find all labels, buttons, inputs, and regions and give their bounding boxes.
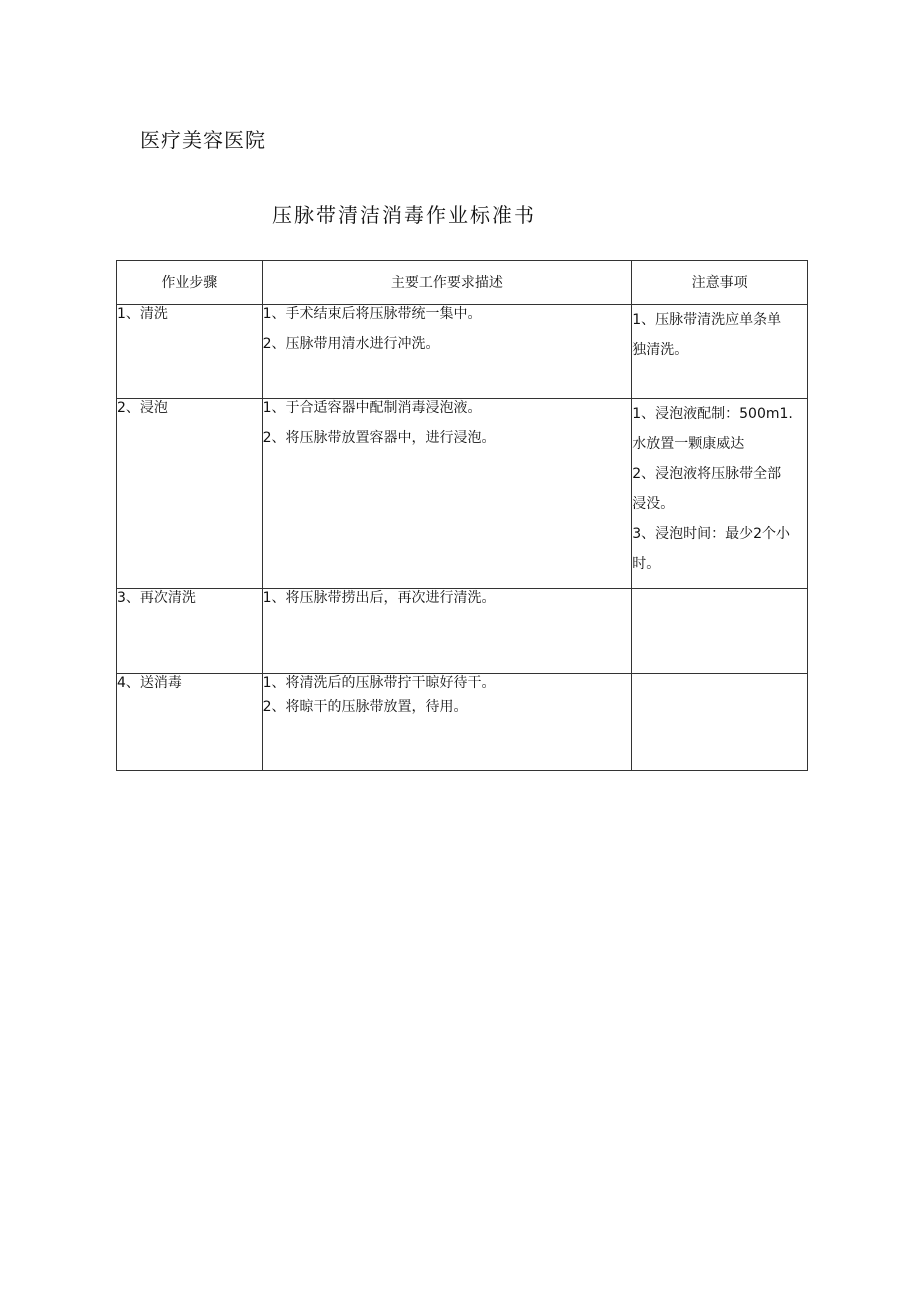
note-line: 3、浸泡时间：最少2个小	[632, 526, 791, 542]
column-header-notes: 注意事项	[632, 261, 808, 305]
note-line: 2、浸泡液将压脉带全部	[632, 466, 782, 482]
description-line: 1、于合适容器中配制消毒浸泡液。	[262, 400, 482, 416]
table-row	[117, 589, 808, 674]
step-cell	[117, 674, 263, 771]
note-line: 1、压脉带清洗应单条单	[632, 312, 782, 328]
description-line: 2、将压脉带放置容器中，进行浸泡。	[262, 430, 496, 446]
table-header-row	[117, 261, 808, 305]
step-cell	[117, 589, 263, 674]
description-cell	[262, 399, 632, 589]
description-line: 1、将压脉带捞出后，再次进行清洗。	[262, 590, 496, 606]
notes-cell	[632, 674, 808, 771]
column-header-description: 主要工作要求描述	[262, 261, 632, 305]
step-label: 4、送消毒	[117, 675, 182, 691]
procedure-table	[116, 260, 808, 771]
note-line: 时。	[632, 556, 661, 572]
notes-cell	[632, 399, 808, 589]
description-cell	[262, 674, 632, 771]
notes-cell	[632, 589, 808, 674]
step-cell	[117, 305, 263, 399]
table-row	[117, 399, 808, 589]
step-label: 3、再次清洗	[117, 590, 196, 606]
note-line: 独清洗。	[632, 342, 689, 358]
organization-name: 医疗美容医院	[140, 128, 266, 152]
step-label: 2、浸泡	[117, 400, 168, 416]
notes-cell	[632, 305, 808, 399]
description-line: 1、手术结束后将压脉带统一集中。	[262, 306, 482, 322]
note-line: 1、浸泡液配制：500m1.	[632, 406, 793, 422]
step-label: 1、清洗	[117, 306, 168, 322]
column-header-step: 作业步骤	[117, 261, 263, 305]
table-row	[117, 305, 808, 399]
description-line: 2、将晾干的压脉带放置，待用。	[262, 699, 468, 715]
document-title: 压脉带清洁消毒作业标准书	[272, 203, 536, 227]
description-line: 1、将清洗后的压脉带拧干晾好待干。	[262, 675, 496, 691]
description-line: 2、压脉带用清水进行冲洗。	[262, 336, 440, 352]
step-cell	[117, 399, 263, 589]
note-line: 水放置一颗康威达	[632, 436, 745, 452]
description-cell	[262, 589, 632, 674]
description-cell	[262, 305, 632, 399]
table-row	[117, 674, 808, 771]
note-line: 浸没。	[632, 496, 675, 512]
